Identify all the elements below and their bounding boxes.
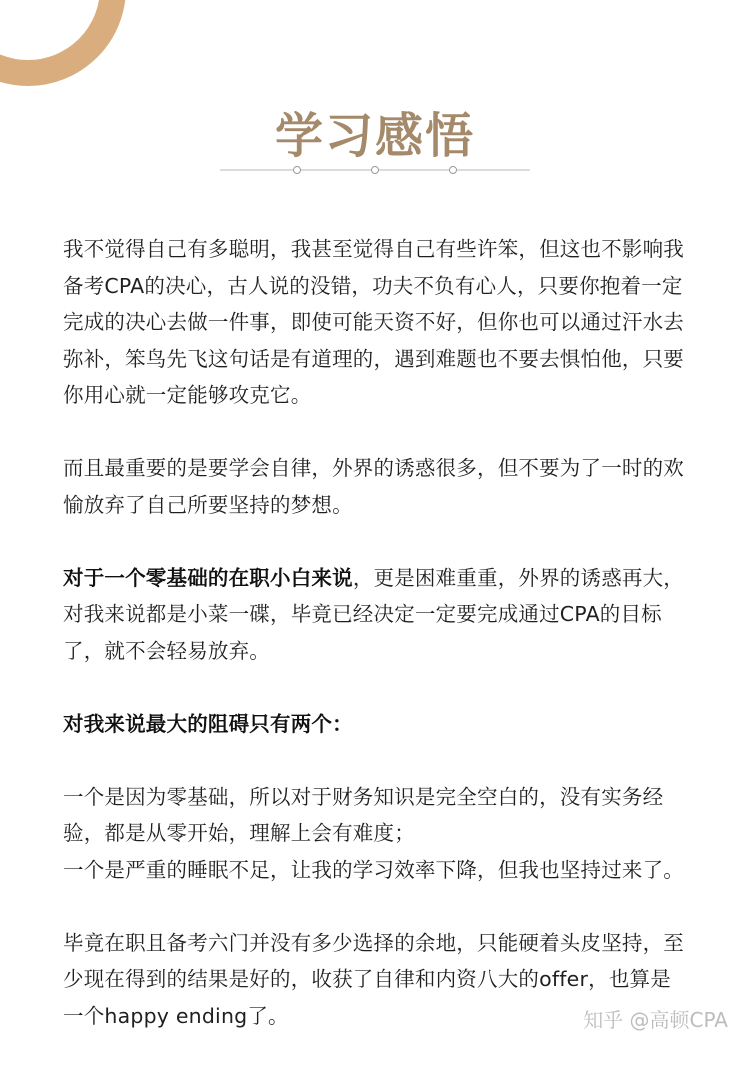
corner-decoration-arc [0,0,126,86]
decorative-divider [220,162,530,178]
paragraph-5-line-1: 一个是因为零基础，所以对于财务知识是完全空白的，没有实务经验，都是从零开始，理解上会有难度； [63,784,664,845]
paragraph-2: 而且最重要的是要学会自律，外界的诱惑很多，但不要为了一时的欢愉放弃了自己所要坚持的梦想。 [63,456,684,517]
paragraph-3-rest: ，更是困难重重，外界的诱惑再大，对我来说都是小菜一碟，毕竟已经决定一定要完成通过CPA的目标了，就不会轻易放弃。 [63,565,685,663]
paragraph-4 [63,706,687,743]
page-title: 学习感悟 [274,108,475,165]
paragraph-5-line-2: 一个是严重的睡眠不足，让我的学习效率下降，但我也坚持过来了。 [63,857,684,882]
paragraph-5 [63,779,687,889]
source-watermark: 知乎 @高顿CPA [583,1008,728,1032]
paragraph-1: 我不觉得自己有多聪明，我甚至觉得自己有些许笨，但这也不影响我备考CPA的决心，古人说的没错，功夫不负有心人，只要你抱着一定完成的决心去做一件事，即使可能天资不好，但你也可以通过汗水去弥补，笨鸟先飞这句话是有道理的，遇到难题也不要去惧怕他，只要你用心就一定能够攻克它。 [63,237,684,407]
paragraph-3-bold: 对于一个零基础的在职小白来说 [63,565,353,590]
paragraph-3 [63,560,687,670]
paragraph-6: 毕竟在职且备考六门并没有多少选择的余地，只能硬着头皮坚持，至少现在得到的结果是好的，收获了自律和内资八大的offer，也算是一个happy ending了。 [63,930,684,1028]
paragraph-4-bold: 对我来说最大的阻碍只有两个： [63,711,353,736]
article-body [63,231,687,1071]
